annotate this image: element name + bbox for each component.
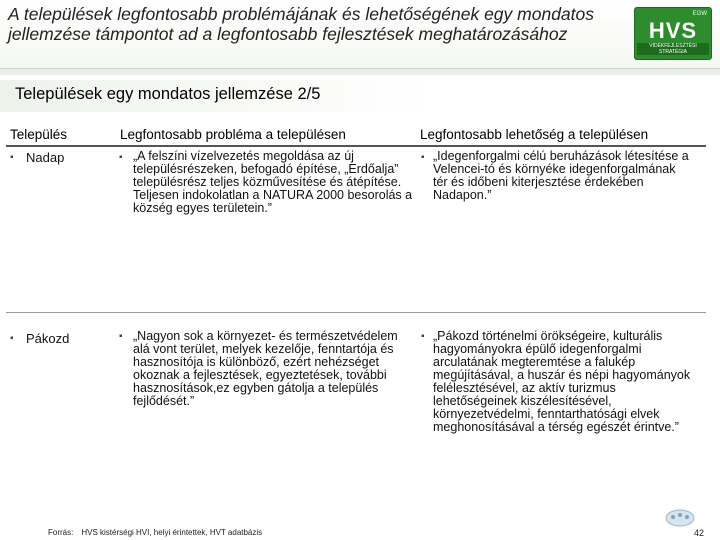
bullet-icon: ▪ bbox=[421, 331, 425, 342]
column-header-opportunity: Legfontosabb lehetőség a településen bbox=[420, 127, 649, 142]
header-title: A települések legfontosabb problémájának és lehetőségének egy mondatos jellemzése támpontot ad a legfontosabb fejlesztések meghatározásához bbox=[8, 4, 595, 44]
logo-main-text: HVS bbox=[648, 18, 698, 43]
bullet-icon: ▪ bbox=[421, 152, 425, 163]
opportunity-cell: „Idegenforgalmi célú beruházások létesítése a Velencei-tó és környéke idegenforgalmának tér és időbeni kiterjesztése érdekében Nadapon.” bbox=[433, 149, 689, 202]
bullet-icon: ▪ bbox=[10, 152, 14, 163]
footer-logo-icon bbox=[664, 506, 696, 528]
source-note bbox=[48, 528, 262, 537]
town-cell: Nadap bbox=[26, 150, 65, 165]
row-divider bbox=[6, 312, 706, 313]
problem-cell: „A felszíni vízelvezetés megoldása az új településrészeken, befogadó építése, „Erdőalja” településrész teljes közművesítése és átépítése. Teljesen indokolatlan a NATURA 2000 besorolás a község egyes területein.” bbox=[133, 149, 413, 215]
header-divider bbox=[6, 145, 706, 147]
source-text: HVS kistérségi HVI, helyi érintettek, HVT adatbázis bbox=[81, 528, 263, 537]
bullet-icon: ▪ bbox=[10, 333, 14, 344]
logo-top-text: EGW bbox=[692, 11, 707, 17]
hvs-logo bbox=[634, 7, 712, 60]
page-number: 42 bbox=[694, 528, 705, 538]
town-cell: Pákozd bbox=[26, 331, 70, 346]
source-label: Forrás: bbox=[48, 528, 74, 537]
bullet-icon: ▪ bbox=[119, 331, 123, 342]
column-header-problem: Legfontosabb probléma a településen bbox=[120, 127, 346, 142]
header-rule bbox=[0, 68, 720, 75]
logo-sub-text: VIDÉKFEJLESZTÉSI STRATÉGIA bbox=[637, 43, 709, 55]
problem-cell: „Nagyon sok a környezet- és természetvédelem alá vont terület, melyek kezelője, fenntartója és hasznosítója is különböző, ezért nehézséget okoznak a fejlesztések, egyeztetések, további hasznosítások,ez egyben gátolja a település fejlődését.” bbox=[133, 329, 398, 408]
opportunity-cell: „Pákozd történelmi örökségeire, kulturális hagyományokra épülő idegenforgalmi arculatának megteremtése a falukép megújításával, a huszár és népi hagyományok felélesztésével, az aktív turizmus lehetőségeinek kiszélesítésével, környezetvédelmi, fenntarthatósági elvek meghonosításával a térség egészét érintve.” bbox=[433, 329, 691, 434]
slide-title: Települések egy mondatos jellemzése 2/5 bbox=[15, 85, 321, 103]
column-header-town: Település bbox=[10, 127, 68, 142]
bullet-icon: ▪ bbox=[119, 152, 123, 163]
